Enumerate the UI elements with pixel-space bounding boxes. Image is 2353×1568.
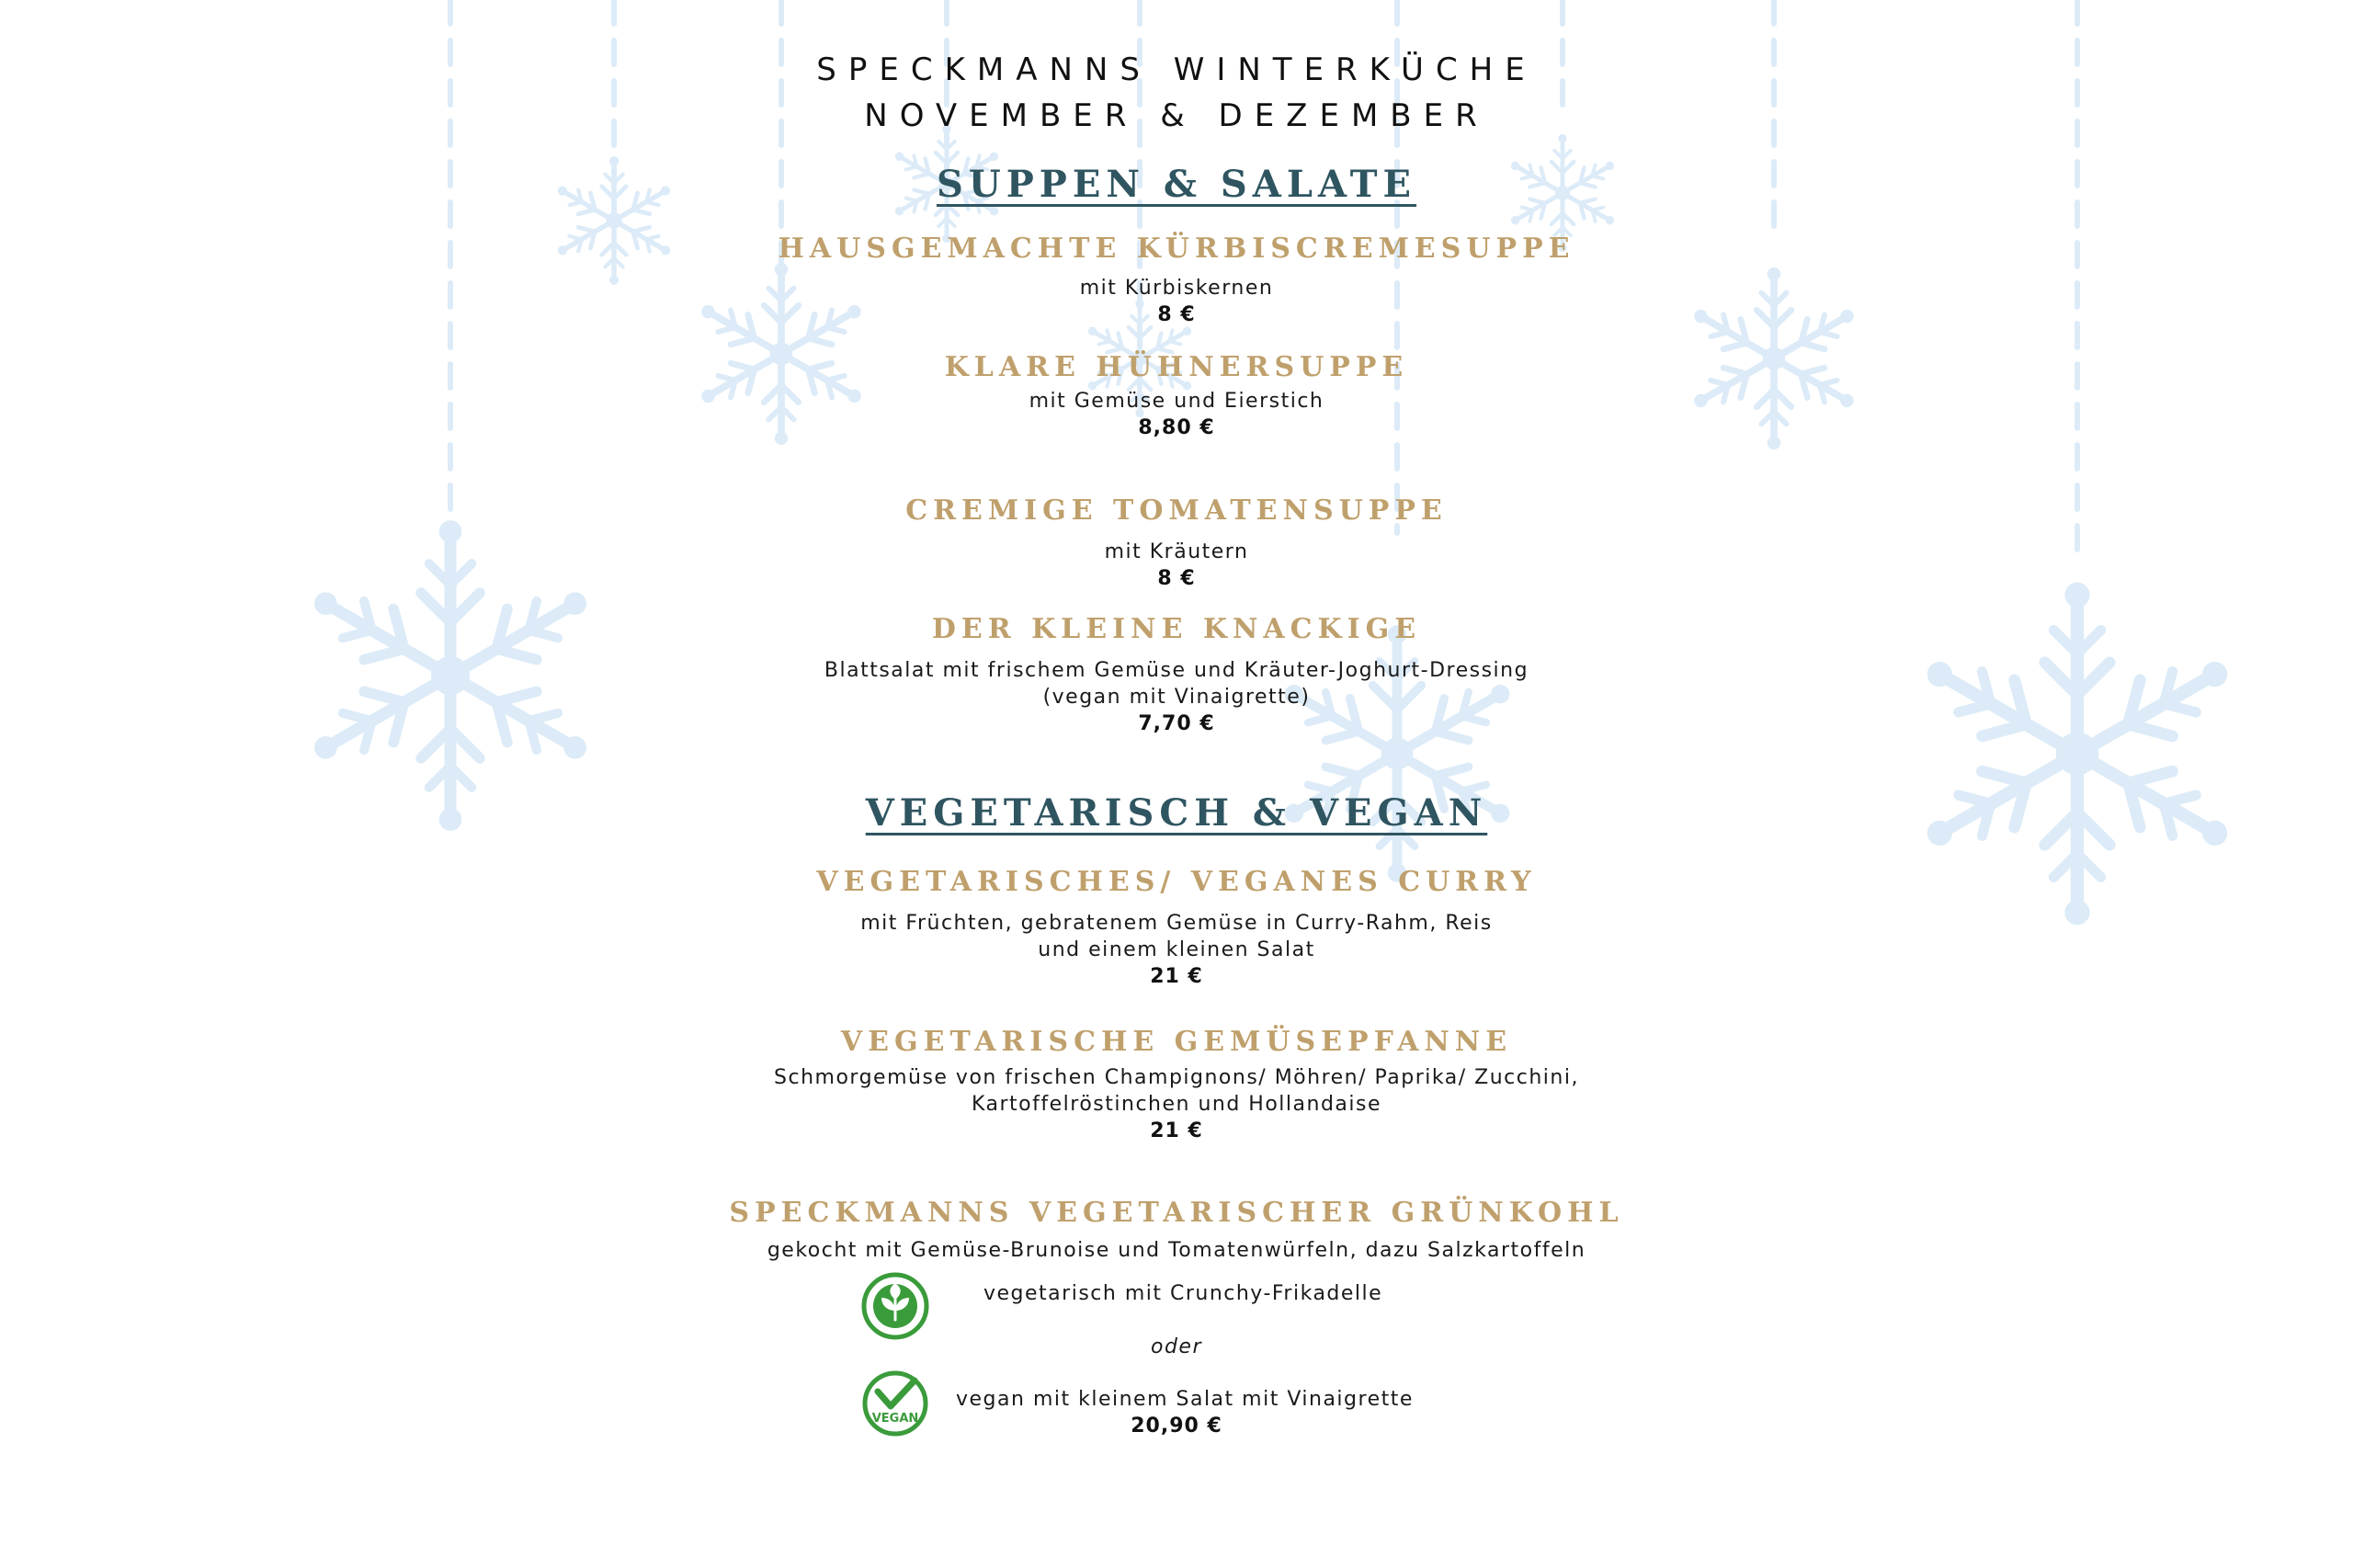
dish-price: 20,90 € — [1131, 1415, 1222, 1437]
dish-description: Blattsalat mit frischem Gemüse und Kräuter-Joghurt-Dressing — [824, 659, 1529, 682]
dish-title: HAUSGEMACHTE KÜRBISCREMESUPPE — [778, 233, 1575, 265]
dish-description: (vegan mit Vinaigrette) — [1042, 686, 1311, 709]
option-separator: oder — [1150, 1335, 1202, 1358]
section-title-suppen-salate: SUPPEN & SALATE — [936, 163, 1417, 206]
dish-description: mit Kräutern — [1104, 540, 1249, 563]
option-vegetarian: vegetarisch mit Crunchy-Frikadelle — [983, 1282, 1383, 1305]
dish-title: VEGETARISCHE GEMÜSEPFANNE — [840, 1026, 1513, 1058]
dish-price: 21 € — [1150, 1119, 1203, 1142]
dish-description: mit Gemüse und Eierstich — [1029, 390, 1324, 413]
dish-price: 21 € — [1150, 965, 1203, 988]
dish-title: SPECKMANNS VEGETARISCHER GRÜNKOHL — [729, 1197, 1624, 1229]
dish-price: 8 € — [1157, 303, 1196, 326]
dish-price: 8,80 € — [1138, 416, 1215, 439]
page-title-line2: NOVEMBER & DEZEMBER — [864, 97, 1489, 134]
dish-description: mit Kürbiskernen — [1079, 277, 1274, 300]
dish-description: gekocht mit Gemüse-Brunoise und Tomatenwürfeln, dazu Salzkartoffeln — [767, 1239, 1586, 1262]
dish-price: 7,70 € — [1138, 712, 1215, 735]
dish-title: CREMIGE TOMATENSUPPE — [905, 494, 1448, 527]
dish-price: 8 € — [1157, 567, 1196, 590]
dish-title: DER KLEINE KNACKIGE — [931, 613, 1422, 645]
dish-description: Kartoffelröstinchen und Hollandaise — [971, 1093, 1382, 1116]
vegan-badge-label: VEGAN — [871, 1412, 919, 1426]
section-title-vegetarisch-vegan: VEGETARISCH & VEGAN — [865, 791, 1488, 835]
vegetarian-badge-icon — [861, 1272, 929, 1340]
dish-description: und einem kleinen Salat — [1038, 938, 1315, 961]
dish-description: mit Früchten, gebratenem Gemüse in Curry-Rahm, Reis — [860, 912, 1493, 935]
dish-title: KLARE HÜHNERSUPPE — [944, 351, 1409, 383]
dish-description: Schmorgemüse von frischen Champignons/ Möhren/ Paprika/ Zucchini, — [774, 1066, 1579, 1089]
option-vegan: vegan mit kleinem Salat mit Vinaigrette — [956, 1388, 1414, 1411]
page-title-line1: SPECKMANNS WINTERKÜCHE — [816, 51, 1537, 88]
dish-title: VEGETARISCHES/ VEGANES CURRY — [816, 866, 1537, 898]
